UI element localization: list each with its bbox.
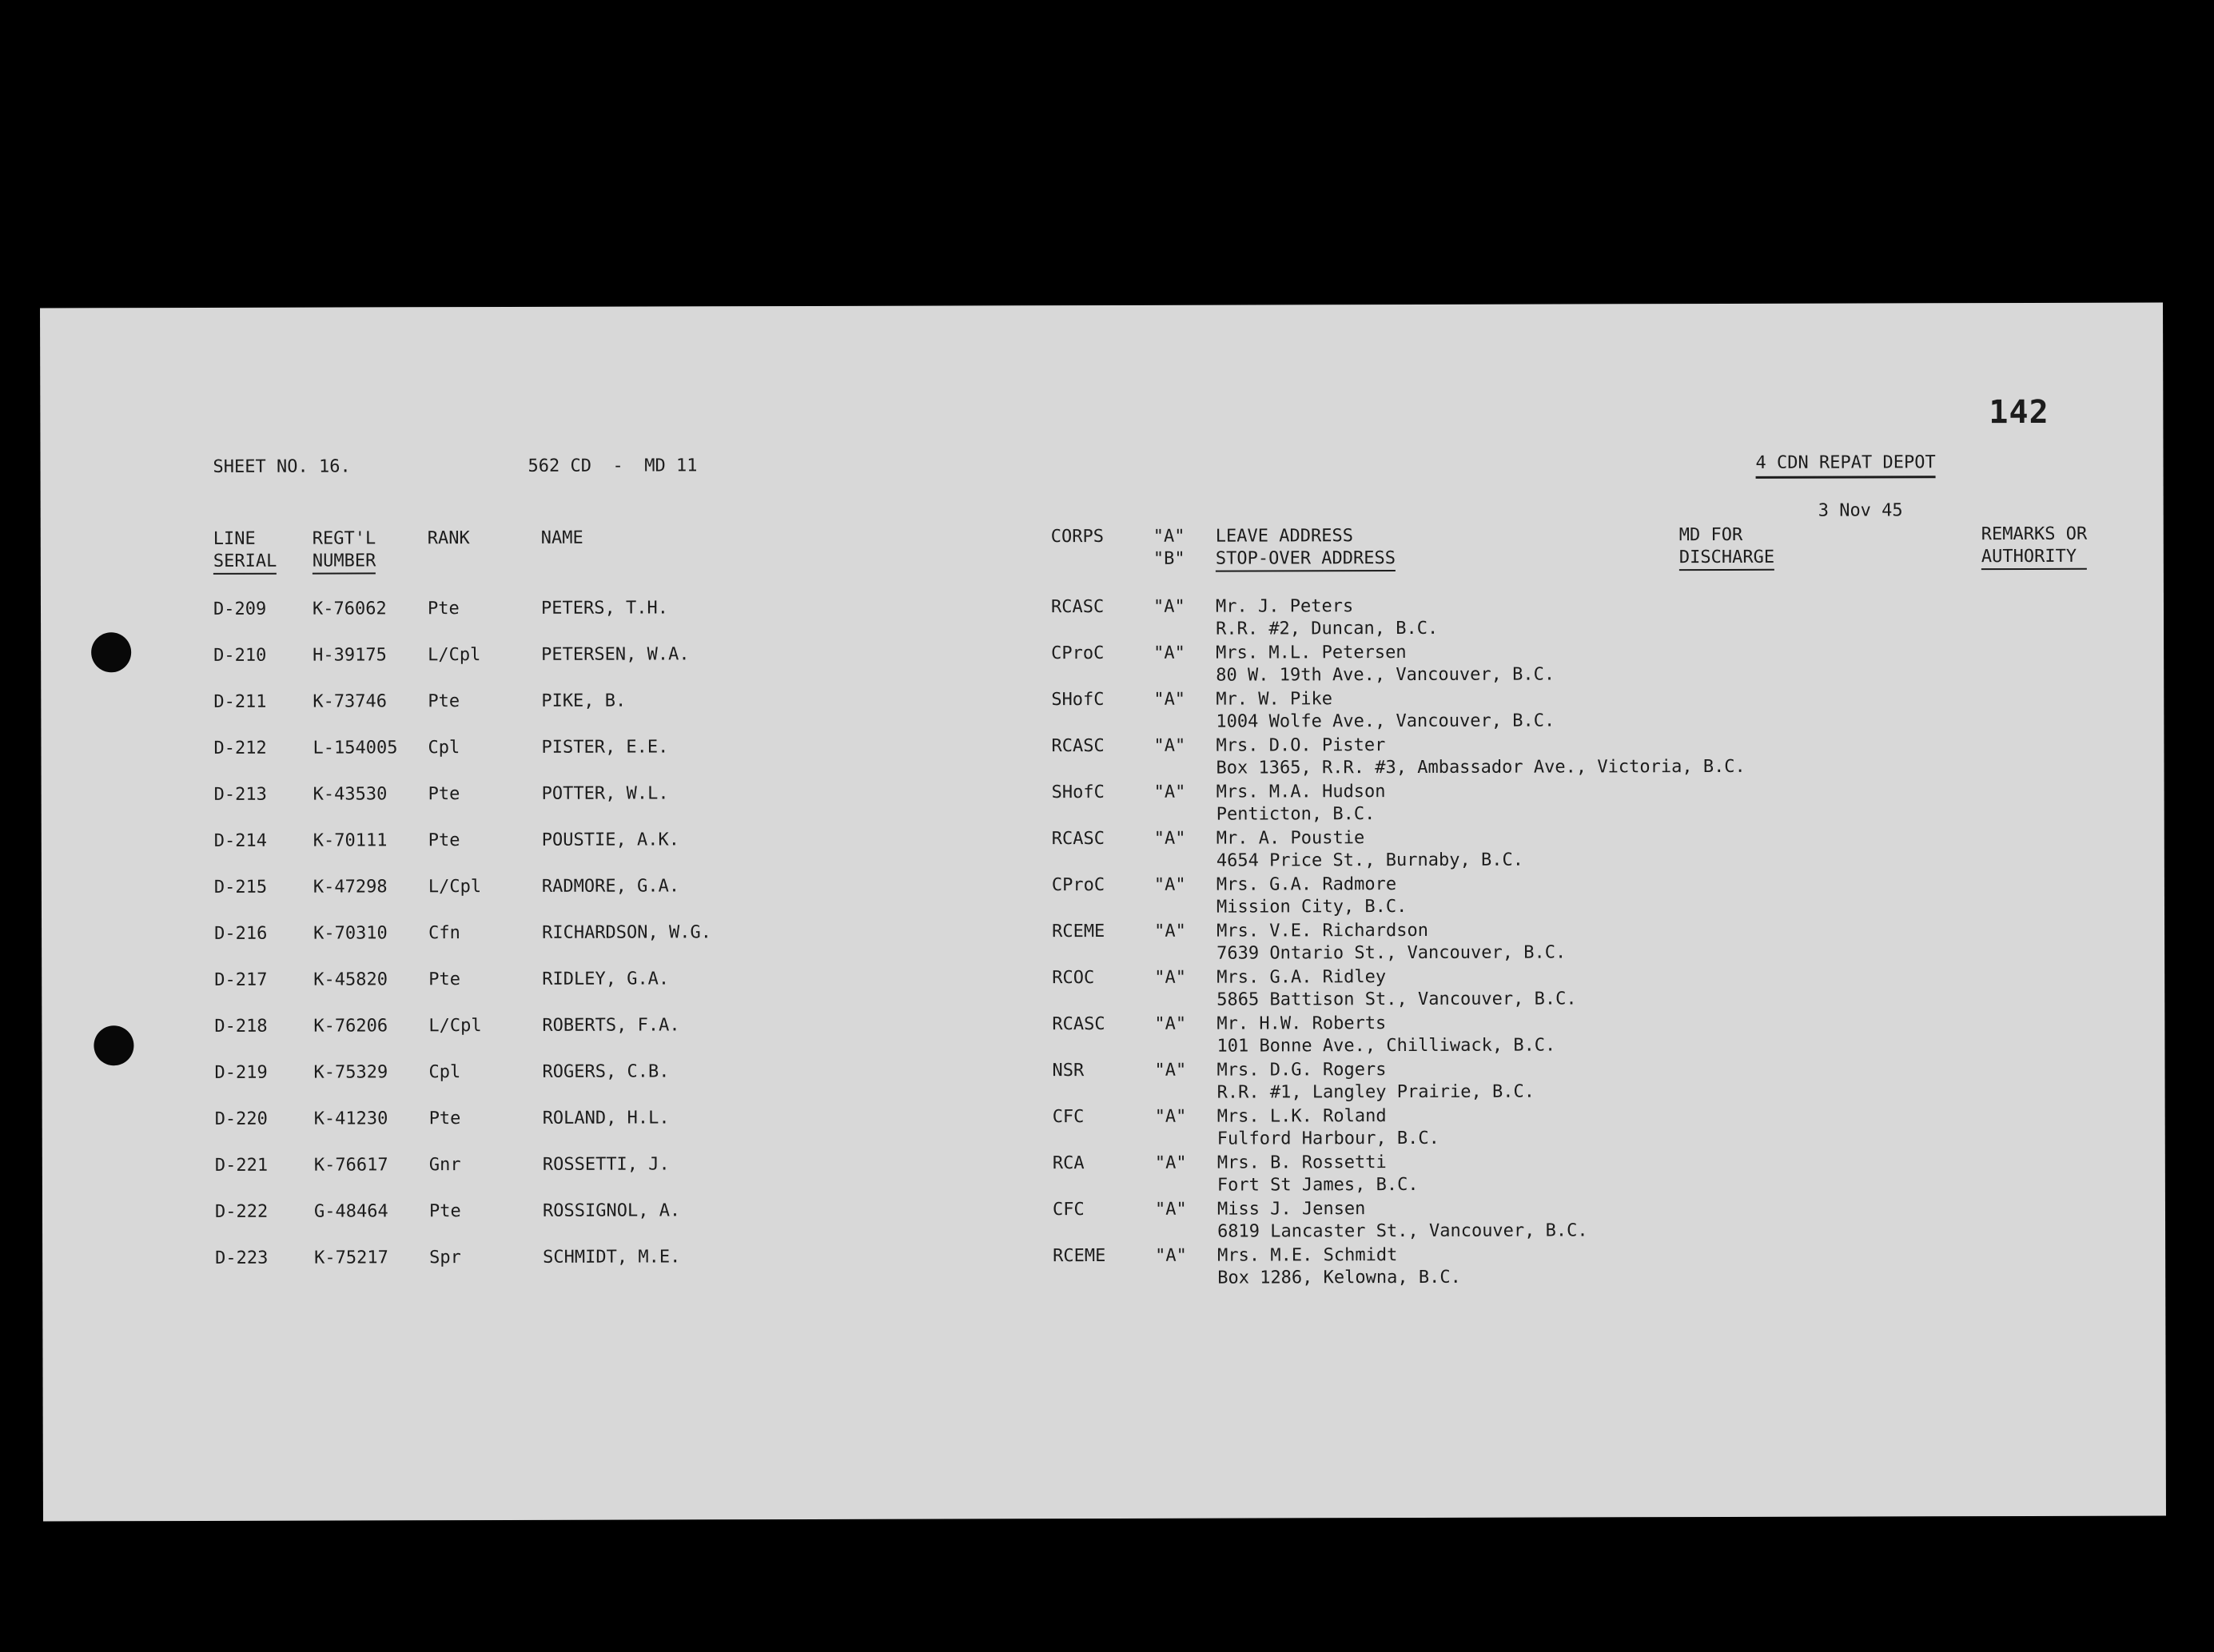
line-serial: D-222 [214,1201,269,1222]
col-header-line-serial: LINE SERIAL [213,528,277,575]
ab-code: "A" [1153,643,1185,663]
corps: NSR [1052,1061,1085,1081]
col-header-leave-address: LEAVE ADDRESS STOP-OVER ADDRESS [1216,525,1396,572]
line-serial: D-220 [214,1109,268,1129]
regtl-number: K-76617 [313,1155,388,1176]
corps: RCASC [1052,1013,1105,1035]
sheet-date: 3 Nov 45 [1818,500,1903,521]
table-row [42,1104,2165,1156]
ab-code: "A" [1153,596,1185,617]
line-serial: D-213 [213,784,267,805]
leave-address-line-1: Mrs. M.L. Petersen [1216,643,1407,663]
corps: CProC [1051,643,1105,664]
leave-address-line-2: R.R. #1, Langley Prairie, B.C. [1217,1081,1535,1103]
rank: Pte [428,830,460,851]
corps: CProC [1051,874,1105,896]
rank: Cpl [428,738,460,758]
soldier-name: ROSSIGNOL, A. [542,1200,681,1221]
corps: RCOC [1052,968,1095,989]
table-row [42,826,2164,878]
corps: RCASC [1050,596,1105,618]
corps: RCASC [1051,735,1105,757]
rank: Pte [428,1109,461,1129]
regtl-number: K-75217 [314,1248,388,1268]
rank: L/Cpl [428,645,481,666]
leave-address-line-1: Miss J. Jensen [1217,1199,1366,1220]
rank: L/Cpl [428,877,482,898]
rank: Gnr [428,1155,461,1176]
leave-address-line-2: Box 1286, Kelowna, B.C. [1217,1267,1461,1288]
soldier-name: RICHARDSON, W.G. [542,922,712,943]
col-header-remarks: REMARKS OR AUTHORITY [1981,523,2088,570]
leave-address-line-1: Mrs. M.E. Schmidt [1217,1245,1398,1266]
corps: SHofC [1051,689,1105,711]
col-header-md-for-discharge: MD FOR DISCHARGE [1679,524,1774,571]
regtl-number: K-45820 [313,969,388,990]
leave-address-line-2: Penticton, B.C. [1216,804,1376,825]
soldier-name: POUSTIE, A.K. [541,830,679,850]
line-serial: D-217 [214,969,268,990]
ab-code: "A" [1154,1013,1187,1034]
leave-address-line-1: Mr. A. Poustie [1216,828,1365,849]
regtl-number: G-48464 [313,1201,388,1222]
soldier-name: PISTER, E.E. [541,737,669,758]
ab-code: "A" [1154,1106,1187,1127]
soldier-name: PETERSEN, W.A. [541,644,690,665]
table-row [42,1243,2165,1295]
leave-address-line-1: Mrs. D.O. Pister [1216,735,1386,756]
leave-address-line-2: Fulford Harbour, B.C. [1217,1128,1439,1149]
leave-address-line-2: 5865 Battison St., Vancouver, B.C. [1217,989,1577,1010]
ab-code: "A" [1153,828,1186,849]
unit-code: 562 CD - MD 11 [528,456,698,476]
leave-address-line-1: Mrs. B. Rossetti [1217,1152,1387,1173]
soldier-name: RIDLEY, G.A. [542,969,670,989]
line-serial: D-214 [213,830,268,851]
leave-address-line-2: Fort St James, B.C. [1217,1174,1419,1196]
corps: RCEME [1053,1245,1106,1267]
table-row [41,640,2164,692]
table-row [42,1196,2165,1248]
sheet-number: SHEET NO. 16. [213,456,351,477]
regtl-number: H-39175 [313,645,387,666]
table-row [42,1150,2165,1202]
soldier-name: ROLAND, H.L. [542,1108,670,1129]
ab-code: "A" [1154,1152,1187,1173]
line-serial: D-215 [213,877,268,898]
ab-code: "A" [1153,689,1186,710]
regtl-number: K-70111 [313,830,388,851]
rank: Cpl [428,1062,461,1083]
table-row [41,594,2164,646]
leave-address-line-1: Mrs. D.G. Rogers [1217,1060,1387,1081]
leave-address-line-1: Mrs. M.A. Hudson [1216,782,1386,802]
table-row [42,918,2164,970]
leave-address-line-2: R.R. #2, Duncan, B.C. [1216,618,1439,639]
leave-address-line-1: Mrs. G.A. Ridley [1217,967,1387,988]
leave-address-line-1: Mrs. G.A. Radmore [1216,874,1397,895]
corps: RCEME [1052,921,1105,942]
table-row [41,687,2164,738]
soldier-name: RADMORE, G.A. [541,876,680,897]
ab-code: "A" [1153,735,1186,756]
soldier-name: ROBERTS, F.A. [542,1015,680,1036]
leave-address-line-1: Mr. H.W. Roberts [1217,1013,1387,1034]
soldier-name: PETERS, T.H. [540,598,668,619]
line-serial: D-211 [213,691,267,712]
soldier-name: PIKE, B. [541,691,627,711]
regtl-number: K-70310 [313,923,388,944]
regtl-number: K-76062 [312,599,387,619]
record-sheet [40,303,2166,1522]
rank: Pte [428,1201,461,1222]
leave-address-line-2: 4654 Price St., Burnaby, B.C. [1216,850,1523,871]
leave-address-line-1: Mrs. V.E. Richardson [1217,920,1429,941]
line-serial: D-216 [214,923,268,944]
col-header-ab: "A" "B" [1153,526,1185,569]
corps: SHofC [1051,782,1105,803]
table-row [42,1057,2164,1109]
regtl-number: K-75329 [313,1062,388,1083]
leave-address-line-1: Mr. W. Pike [1216,689,1333,710]
col-header-corps: CORPS [1050,526,1105,547]
col-header-rank: RANK [427,528,470,549]
rank: Pte [427,599,460,619]
regtl-number: K-76206 [313,1016,388,1037]
leave-address-line-2: 1004 Wolfe Ave., Vancouver, B.C. [1216,711,1555,732]
table-row [42,872,2164,924]
ab-code: "A" [1153,782,1186,802]
ab-code: "A" [1154,967,1186,988]
ab-code: "A" [1153,874,1186,895]
rank: Spr [429,1248,461,1268]
rank: Pte [428,784,460,805]
table-row [42,779,2164,831]
page-number: 142 [1989,393,2049,432]
line-serial: D-223 [215,1248,269,1268]
rank: Pte [428,691,460,712]
corps: RCASC [1051,828,1105,850]
col-header-name: NAME [540,527,583,548]
line-serial: D-210 [213,645,267,666]
ab-code: "A" [1155,1245,1187,1266]
leave-address-line-1: Mrs. L.K. Roland [1217,1106,1387,1127]
col-header-regtl-number: REGT'L NUMBER [313,527,376,574]
table-row [42,1011,2164,1063]
table-row [42,965,2164,1017]
leave-address-line-2: 101 Bonne Ave., Chilliwack, B.C. [1217,1035,1556,1057]
leave-address-line-2: 7639 Ontario St., Vancouver, B.C. [1217,942,1567,964]
soldier-name: POTTER, W.L. [541,783,669,804]
soldier-name: ROSSETTI, J. [542,1154,670,1175]
line-serial: D-212 [213,738,267,758]
regtl-number: K-47298 [313,877,388,898]
regtl-number: K-41230 [313,1109,388,1129]
ab-code: "A" [1154,1060,1187,1081]
rank: L/Cpl [428,1016,482,1037]
leave-address-line-2: 6819 Lancaster St., Vancouver, B.C. [1217,1220,1588,1242]
line-serial: D-209 [213,599,267,619]
rank: Pte [428,969,461,990]
regtl-number: K-73746 [313,691,388,712]
corps: RCA [1052,1153,1085,1174]
leave-address-line-1: Mr. J. Peters [1215,596,1354,617]
rank: Cfn [428,923,460,944]
depot-title: 4 CDN REPAT DEPOT [1755,452,1935,479]
ab-code: "A" [1154,921,1186,941]
regtl-number: K-43530 [313,784,388,805]
regtl-number: L-154005 [313,738,398,758]
line-serial: D-218 [214,1016,268,1037]
table-row [41,733,2164,785]
corps: CFC [1052,1200,1085,1220]
ab-code: "A" [1154,1199,1187,1220]
line-serial: D-219 [214,1062,268,1083]
soldier-name: SCHMIDT, M.E. [543,1247,681,1268]
leave-address-line-2: 80 W. 19th Ave., Vancouver, B.C. [1216,664,1555,686]
leave-address-line-2: Box 1365, R.R. #3, Ambassador Ave., Victoria, B.C. [1216,756,1746,778]
line-serial: D-221 [214,1155,269,1176]
leave-address-line-2: Mission City, B.C. [1216,897,1408,918]
corps: CFC [1052,1107,1085,1128]
soldier-name: ROGERS, C.B. [542,1061,670,1082]
